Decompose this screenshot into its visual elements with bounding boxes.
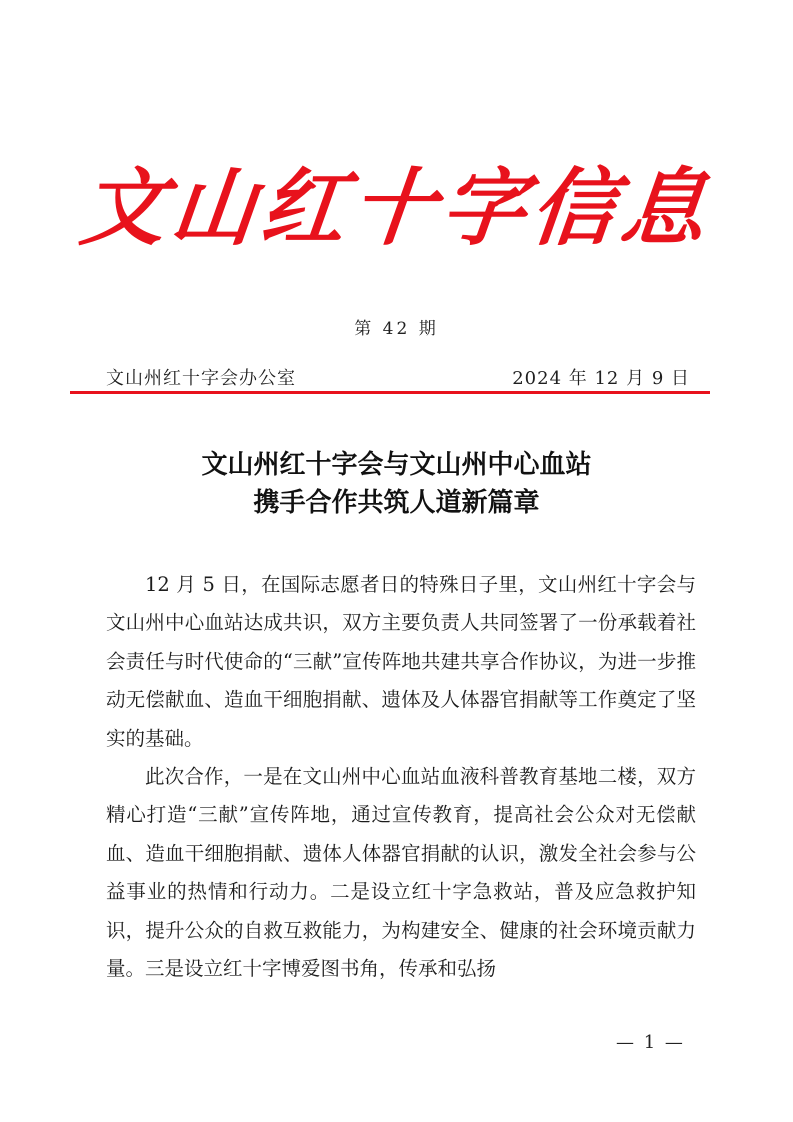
issuer-name: 文山州红十字会办公室 [106, 368, 296, 389]
article-title-line-2: 携手合作共筑人道新篇章 [253, 488, 540, 518]
issue-date: 2024 年 12 月 9 日 [512, 368, 690, 389]
issue-number: 第 42 期 [354, 319, 439, 339]
article-body [106, 566, 696, 988]
paragraph-1: 12 月 5 日，在国际志愿者日的特殊日子里，文山州红十字会与文山州中心血站达成共识，双方主要负责人共同签署了一份承载着社会责任与时代使命的“三献”宣传阵地共建共享合作协议，为进一步推动无偿献血、造血干细胞捐献、遗体及人体器官捐献等工作奠定了坚实的基础。 [106, 573, 696, 750]
header-divider [70, 391, 710, 394]
paragraph-2: 此次合作，一是在文山州中心血站血液科普教育基地二楼，双方精心打造“三献”宣传阵地，通过宣传教育，提高社会公众对无偿献血、造血干细胞捐献、遗体人体器官捐献的认识，激发全社会参与公益事业的热情和行动力。二是设立红十字急救站，普及应急救护知识，提升公众的自救互救能力，为构建安全、健康的社会环境贡献力量。三是设立红十字博爱图书角，传承和弘扬 [106, 765, 696, 981]
article-title-line-1: 文山州红十字会与文山州中心血站 [201, 450, 592, 480]
article-title [0, 446, 793, 522]
masthead-title: 文山红十字信息 [76, 158, 717, 257]
page-number: — 1 — [616, 1032, 685, 1053]
